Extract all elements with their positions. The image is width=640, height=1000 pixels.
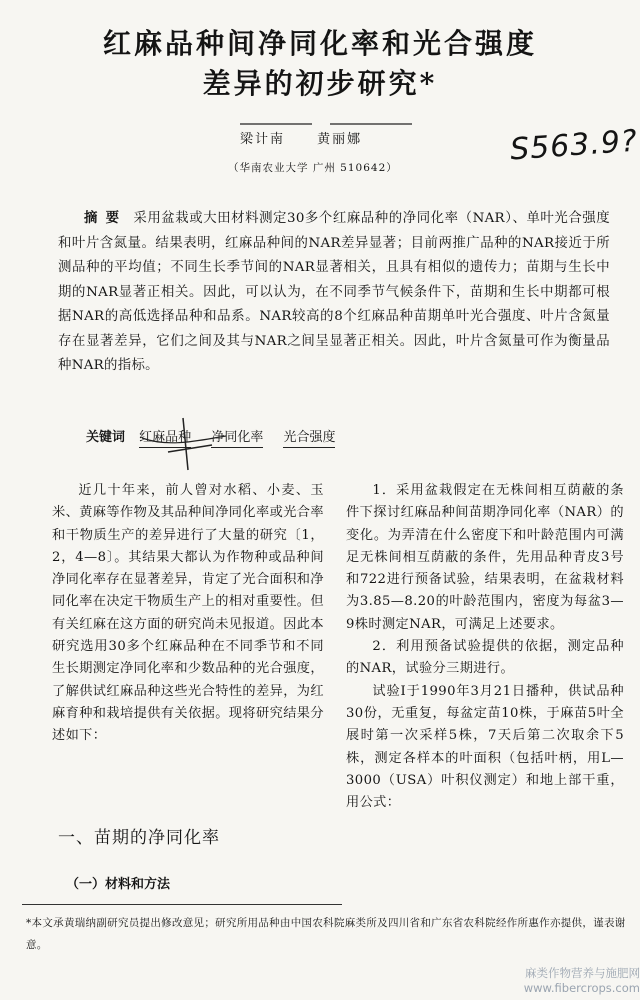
keywords <box>86 426 486 445</box>
keywords-label: 关键词 <box>86 430 126 445</box>
subsection-heading: （一）材料和方法 <box>66 877 171 892</box>
author-1: 梁计南 <box>240 132 286 147</box>
authors <box>240 128 440 147</box>
intro-paragraph: 近几十年来，前人曾对水稻、小麦、玉米、黄麻等作物及其品种间净同化率或光合率和干物质生产的差异进行了大量的研究〔1，2，4—8〕。其结果大都认为作物种或品种间净同化率存在显著差异，肯定了光合面积和净同化率在决定干物质生产上的相对重要性。但有关红麻在这方面的研究尚未见报道。因此本研究选用30多个红麻品种在不同季节和不同生长期测定净同化率和少数品种的光合强度，了解供试红麻品种这些光合特性的差异，为红麻育种和栽培提供有关依据。现将研究结果分述如下： <box>52 483 324 744</box>
footnote: *本文承黄瑞纳副研究员提出修改意见；研究所用品种由中国农科院麻类所及四川省和广东省农科院经作所惠作亦提供，谨表谢意。 <box>26 917 626 951</box>
section-heading: 一、苗期的净同化率 <box>58 828 220 848</box>
title-line-2: 差异的初步研究* <box>202 67 438 100</box>
author-2: 黄丽娜 <box>317 132 363 147</box>
abstract <box>58 206 610 379</box>
keyword-3: 光合强度 <box>283 430 335 448</box>
watermark <box>500 966 640 996</box>
body-left-column <box>52 480 324 748</box>
body-right-column <box>346 480 624 814</box>
method-paragraph-1: 1．采用盆栽假定在无株间相互荫蔽的条件下探讨红麻品种间苗期净同化率（NAR）的变化。为弄清在什么密度下和叶龄范围内可满足无株间相互荫蔽的条件，先用品种青皮3号和722进行预备试验，结果表明，在盆栽材料为3.85—8.20的叶龄范围内，密度为每盆3—9株时测定NAR，可满足上述要求。 <box>346 483 624 632</box>
keyword-2: 净同化率 <box>211 430 263 448</box>
watermark-line-1: 麻类作物营养与施肥网 <box>525 966 640 980</box>
method-paragraph-3: 试验Ⅰ于1990年3月21日播种，供试品种30份，无重复，每盆定苗10株，于麻苗5叶全展时第一次采样5株，7天后第二次取余下5株，测定各样本的叶面积（包括叶柄，用L—3000（USA）叶积仪测定）和地上部干重，用公式： <box>346 683 624 811</box>
abstract-label: 摘要 <box>84 210 128 226</box>
affiliation: （华南农业大学 广州 510642） <box>228 162 398 174</box>
abstract-text: 采用盆栽或大田材料测定30多个红麻品种的净同化率（NAR）、单叶光合强度和叶片含氮量。结果表明，红麻品种间的NAR差异显著；目前两推广品种的NAR接近于所测品种的平均值；不同生长季节间的NAR显著相关，且具有相似的遗传力；苗期与生长中期的NAR显著正相关。因此，可以认为，在不同季节气候条件下，苗期和生长中期都可根据NAR的高低选择品种和品系。NAR较高的8个红麻品种苗期单叶光合强度、叶片含氮量存在显著差异，它们之间及其与NAR之间呈显著正相关。因此，叶片含氮量可作为衡量品种NAR的指标。 <box>58 211 610 373</box>
handwritten-note: S563.9? <box>508 123 639 168</box>
method-paragraph-2: 2．利用预备试验提供的依据，测定品种的NAR，试验分三期进行。 <box>346 639 624 677</box>
watermark-line-2: www.fibercrops.com <box>523 981 640 995</box>
footnote-divider <box>22 904 342 905</box>
title-line-1: 红麻品种间净同化率和光合强度 <box>102 27 537 60</box>
keyword-1: 红麻品种 <box>139 430 191 448</box>
